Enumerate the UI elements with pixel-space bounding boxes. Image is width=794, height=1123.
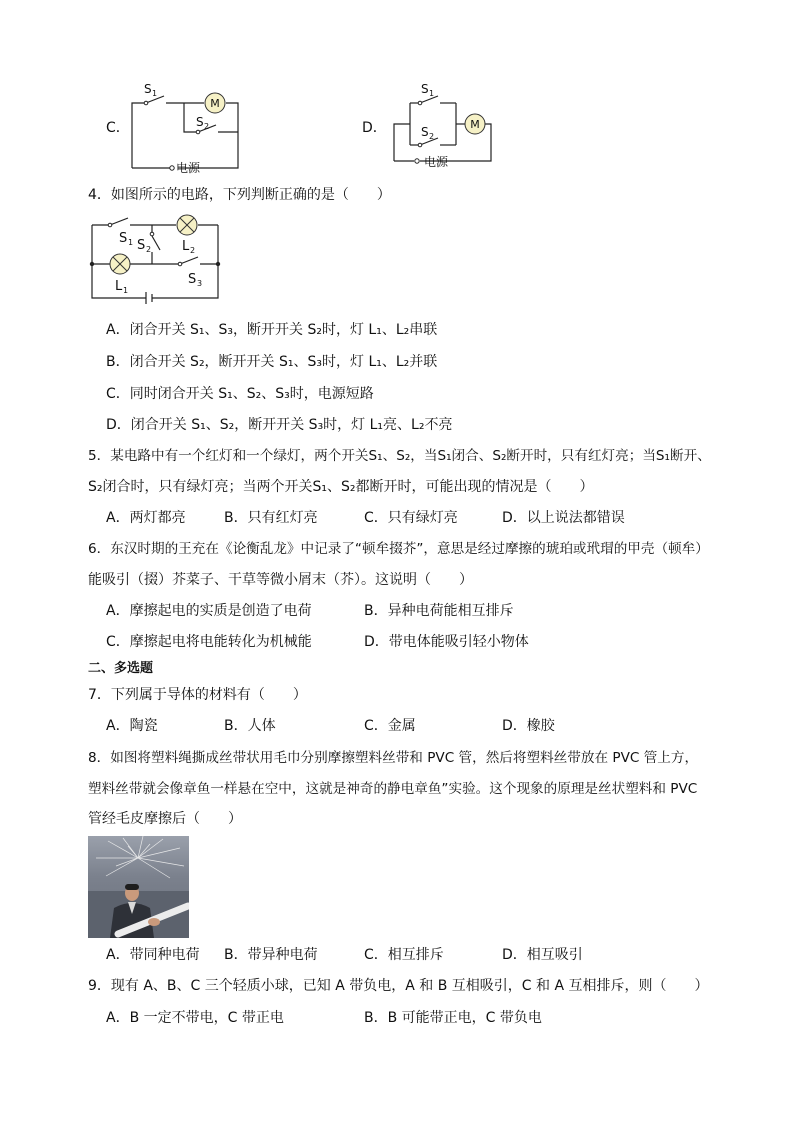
question-8-stem-line2: 塑料丝带就会像章鱼一样悬在空中，这就是神奇的静电章鱼”实验。这个现象的原理是丝状塑料和 PVC: [88, 781, 698, 797]
question-7-stem: 7．下列属于导体的材料有（ ）: [88, 687, 307, 703]
question-7-option-c[interactable]: C．金属: [364, 718, 416, 734]
svg-text:1: 1: [128, 238, 134, 247]
question-8-option-b[interactable]: B．带异种电荷: [224, 947, 318, 963]
question-4-option-d[interactable]: D．闭合开关 S₁、S₂，断开开关 S₃时，灯 L₁亮、L₂不亮: [106, 417, 453, 433]
question-6-option-b[interactable]: B．异种电荷能相互排斥: [364, 603, 514, 619]
question-6-option-d[interactable]: D．带电体能吸引轻小物体: [364, 634, 529, 650]
lamp-l2-icon: [177, 215, 197, 235]
svg-text:L: L: [115, 279, 123, 294]
svg-text:2: 2: [429, 132, 435, 141]
option-d-label: D．: [362, 120, 387, 136]
svg-text:1: 1: [429, 89, 435, 98]
question-7-option-b[interactable]: B．人体: [224, 718, 276, 734]
svg-text:1: 1: [123, 286, 129, 295]
question-4-option-b[interactable]: B．闭合开关 S₂，断开开关 S₁、S₃时，灯 L₁、L₂并联: [106, 354, 438, 370]
svg-text:M: M: [210, 97, 220, 110]
option-c-label: C．: [106, 120, 130, 136]
question-7-option-d[interactable]: D．橡胶: [502, 718, 555, 734]
static-octopus-photo: [88, 836, 189, 938]
svg-text:电源: 电源: [176, 161, 201, 175]
question-8-option-c[interactable]: C．相互排斥: [364, 947, 444, 963]
question-8-stem-line3: 管经毛皮摩擦后（ ）: [88, 811, 242, 827]
question-5-option-d[interactable]: D．以上说法都错误: [502, 510, 625, 526]
question-5-option-a[interactable]: A．两灯都亮: [106, 510, 186, 526]
svg-text:S: S: [144, 82, 152, 96]
question-7-option-a[interactable]: A．陶瓷: [106, 718, 158, 734]
svg-text:2: 2: [204, 122, 210, 131]
svg-text:2: 2: [190, 246, 196, 255]
svg-text:S: S: [196, 115, 204, 129]
svg-text:2: 2: [146, 245, 152, 254]
circuit-diagram-q4: [0, 0, 794, 320]
question-6-option-c[interactable]: C．摩擦起电将电能转化为机械能: [106, 634, 312, 650]
question-4-option-a[interactable]: A．闭合开关 S₁、S₃，断开开关 S₂时，灯 L₁、L₂串联: [106, 322, 438, 338]
question-5-stem-line2: S₂闭合时，只有绿灯亮；当两个开关S₁、S₂都断开时，可能出现的情况是（ ）: [88, 479, 594, 495]
question-5-stem-line1: 5．某电路中有一个红灯和一个绿灯，两个开关S₁、S₂，当S₁闭合、S₂断开时，只有红灯亮；当S₁断开、: [88, 448, 711, 464]
svg-text:S: S: [137, 238, 146, 253]
question-9-option-a[interactable]: A．B 一定不带电，C 带正电: [106, 1010, 284, 1026]
svg-text:L: L: [182, 239, 190, 254]
svg-text:3: 3: [197, 279, 203, 288]
question-9-option-b[interactable]: B．B 可能带正电，C 带负电: [364, 1010, 542, 1026]
question-6-option-a[interactable]: A．摩擦起电的实质是创造了电荷: [106, 603, 312, 619]
lamp-l1-icon: [110, 254, 130, 274]
svg-text:S: S: [421, 125, 429, 139]
question-8-option-d[interactable]: D．相互吸引: [502, 947, 583, 963]
question-5-option-c[interactable]: C．只有绿灯亮: [364, 510, 458, 526]
svg-text:S: S: [119, 231, 128, 246]
svg-text:S: S: [421, 82, 429, 96]
svg-text:电源: 电源: [424, 155, 449, 169]
question-8-option-a[interactable]: A．带同种电荷: [106, 947, 200, 963]
svg-text:M: M: [470, 118, 480, 131]
question-8-stem-line1: 8．如图将塑料绳撕成丝带状用毛巾分别摩擦塑料丝带和 PVC 管，然后将塑料丝带放在 PVC 管上方，: [88, 750, 699, 766]
question-6-stem-line1: 6．东汉时期的王充在《论衡乱龙》中记录了“顿牟掇芥”，意思是经过摩擦的琥珀或玳瑁的甲壳（顿牟）: [88, 541, 709, 557]
svg-text:1: 1: [152, 89, 158, 98]
question-4-option-c[interactable]: C．同时闭合开关 S₁、S₂、S₃时，电源短路: [106, 386, 374, 402]
section-heading-multi-choice: 二、多选题: [88, 661, 154, 676]
svg-text:S: S: [188, 272, 197, 287]
question-5-option-b[interactable]: B．只有红灯亮: [224, 510, 318, 526]
question-4-stem: 4．如图所示的电路，下列判断正确的是（ ）: [88, 187, 391, 203]
question-6-stem-line2: 能吸引（掇）芥菜子、干草等微小屑末（芥）。这说明（ ）: [88, 572, 473, 588]
question-9-stem: 9．现有 A、B、C 三个轻质小球，已知 A 带负电，A 和 B 互相吸引，C 和 A 互相排斥，则（ ）: [88, 978, 709, 994]
